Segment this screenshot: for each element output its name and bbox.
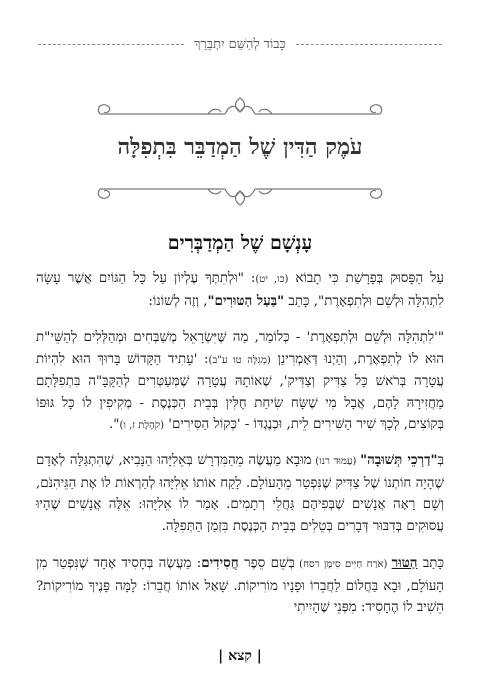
p2-text-a: "'לִתְהִלָּה וּלְשֵׁם וּלְתִפְאָרֶת' - כְּלוֹמַר, מַה שֶּׁיִּשְׂרָאֵל מְשַׁבְּחִים וּמְהַלְּלִים לְהַשֵּׁי"ת הוּא לוֹ לְתִפְאֶרֶת, וְהַיְנוּ דְּאָמְרִינַן [36, 330, 445, 367]
ornament-top [90, 94, 390, 120]
p1-bold-source: "בַּעַל הַטּוּרִים" [207, 292, 285, 309]
p4-bold-source-2: חֲסִידִים [201, 555, 239, 571]
p2-reference-1: (מְגִלָּה טו ע"ב) [208, 354, 271, 366]
p3-reference: (עַמּוּד רנו) [311, 456, 361, 467]
running-head-rule-right [296, 44, 442, 45]
p1-reference: (כו, יט) [255, 274, 289, 285]
paragraph-4 [36, 553, 444, 619]
p1-text-c: , וְזֶה לְשׁוֹנוֹ: [148, 293, 208, 309]
ornament-bottom [90, 183, 390, 209]
p4-reference: (אֹרַח חַיִּים סִימָן רסח) [294, 559, 392, 570]
paragraph-1 [36, 268, 444, 312]
p1-text-a: עַל הַפָּסוּק בְּפָרָשַׁת כִּי תָבוֹא [295, 271, 444, 286]
section-title: עָנְשָׁם שֶׁל הַמְדַבְּרִים [167, 232, 313, 254]
p2-reference-2: (קֹהֶלֶת ז, ו) [119, 420, 165, 431]
paragraph-3 [36, 450, 444, 537]
p3-bold-source: "דַרְכֵי תְּשׁוּבָה" [360, 452, 438, 468]
page-number: | קצא | [218, 648, 262, 664]
paragraph-2-quote [36, 327, 444, 437]
running-head-text: כָּבוֹד לְהַשֵּׁם יִתְבָּרֵךְ [194, 37, 286, 52]
p4-text-a: כָּתַב [417, 556, 444, 571]
p2-text-b: : 'עָתִיד הַקָּדוֹשׁ בָּרוּךְ הוּא לִהְיוֹת עֲטָרָה בְּרֹאשׁ כָּל צַדִּיק וְצַדִּיק', שֶׁאוֹתָהּ עֲטָרָה שֶׁמְּעַטְּרִים לְהַקָּבָּ"ה בִּתְפִלָּתָם מַחֲזִירָהּ לָהֶם, אֲבָל מִי שֶׁשָּׂח שִׂיחַת חֻלִּין בְּבֵית הַכְּנֶסֶת - מְקִיפִין לוֹ כָּל גּוּפוֹ בְּקוֹצִים, לְכָךְ שִׁיר הַשִּׁירִים לֵית, וּכְנֶגְדּוֹ - 'כְּקוֹל הַסִּירִים' [36, 351, 444, 432]
p1-text-b: : "וּלְתִתְּךָ עֶלְיוֹן עַל כָּל הַגּוֹיִם אֲשֶׁר עָשָׂה לִתְהִלָּה וּלְשֵׁם וּלְתִפְאָרֶת", כָּתַב [36, 271, 444, 309]
running-head [38, 33, 442, 55]
p3-text-b: מוּבָא מַעֲשֶׂה מֵהַמִּדְרָשׁ בְּאֵלִיָּהוּ הַנָּבִיא, שֶׁהִתְגַּלָּה לְאָדָם שֶׁהָיָה חוֹתְנוֹ שֶׁל צַדִּיק שֶׁנִּפְטַר מֵהָעוֹלָם. לָקַח אוֹתוֹ אֵלִיָּהוּ לְהַרְאוֹת לוֹ אֶת הַגֵּיהִנֹּם, וְשָׁם רָאָה אֲנָשִׁים שֶׁבְּפִיהֶם גַּחֲלֵי רְתָמִים. אָמַר לוֹ אֵלִיָּהוּ: אֵלֶּה אֲנָשִׁים שֶׁהָיוּ עֲסוּקִים בְּדִבּוּר דְּבָרִים בְּטֵלִים בְּבֵית הַכְּנֶסֶת בִּזְמַן הַתְּפִלָּה. [36, 453, 444, 534]
p3-text-a: בְּ [437, 453, 444, 468]
running-head-rule-left [38, 44, 184, 45]
p2-text-c: ". [109, 417, 120, 432]
chapter-title: עֹמֶק הַדִּין שֶׁל הַמְדַבֵּר בִּתְפִלָּה [117, 134, 363, 160]
p4-text-c: : מַעֲשֶׂה בְּחָסִיד אֶחָד שֶׁנִּפְטַר מִן הָעוֹלָם, וּבָא בַּחֲלוֹם לַחֲבֵרוֹ וּפָנָיו מוֹרִיקוֹת. שָׁאַל אוֹתוֹ חֲבֵרוֹ: לָמָּה פָּנֶיךָ מוֹרִיקוֹת? הֵשִׁיב לוֹ הֶחָסִיד: מִפְּנֵי שֶׁהָיִיתִי [36, 556, 444, 615]
p4-bold-source-1: הַטּוּר [391, 555, 418, 571]
p4-text-b: בְּשֵׁם סֵפֶר [238, 556, 295, 571]
